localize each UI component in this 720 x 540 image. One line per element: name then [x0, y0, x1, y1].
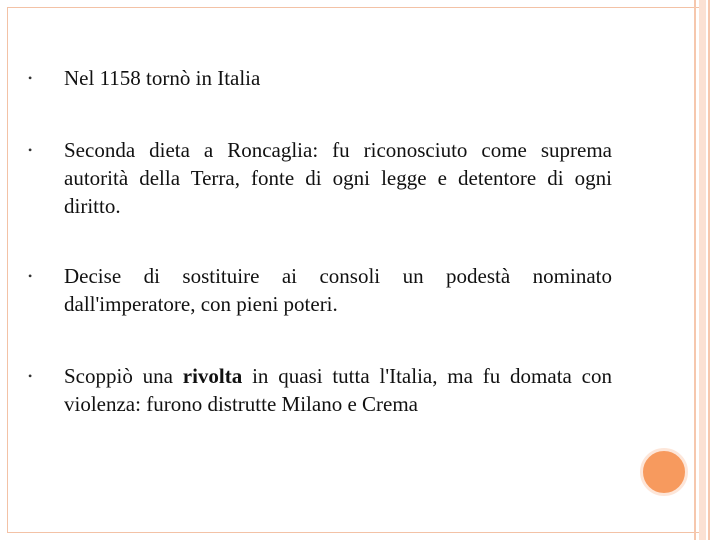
decorative-rail-line — [708, 0, 710, 540]
bullet-item — [28, 136, 612, 220]
decorative-rail-line — [694, 0, 696, 540]
bullet-marker: • — [28, 71, 33, 85]
bullet-text-after: in quasi tutta l'Italia, ma fu domata con violenza: furono distrutte Milano e Crema — [64, 364, 613, 416]
bullet-item — [28, 262, 612, 318]
bullet-item — [28, 64, 612, 92]
decorative-rail-band — [699, 0, 706, 540]
bullet-marker: • — [28, 269, 33, 283]
bullet-text-bold: rivolta — [182, 364, 243, 388]
bullet-marker: • — [28, 143, 33, 157]
decorative-circle — [640, 448, 688, 496]
bullet-item — [28, 362, 612, 418]
bullet-text: Nel 1158 tornò in Italia — [64, 66, 261, 90]
bullet-text: Seconda dieta a Roncaglia: fu riconosciuto come suprema autorità della Terra, fonte di ogni legge e detentore di ogni diritto. — [64, 138, 612, 218]
bullet-text: Decise di sostituire ai consoli un podestà nominato dall'imperatore, con pieni poteri. — [64, 264, 612, 316]
bullet-text — [64, 362, 612, 418]
bullet-marker: • — [28, 369, 33, 383]
bullet-text-before: Scoppiò una — [64, 364, 183, 388]
